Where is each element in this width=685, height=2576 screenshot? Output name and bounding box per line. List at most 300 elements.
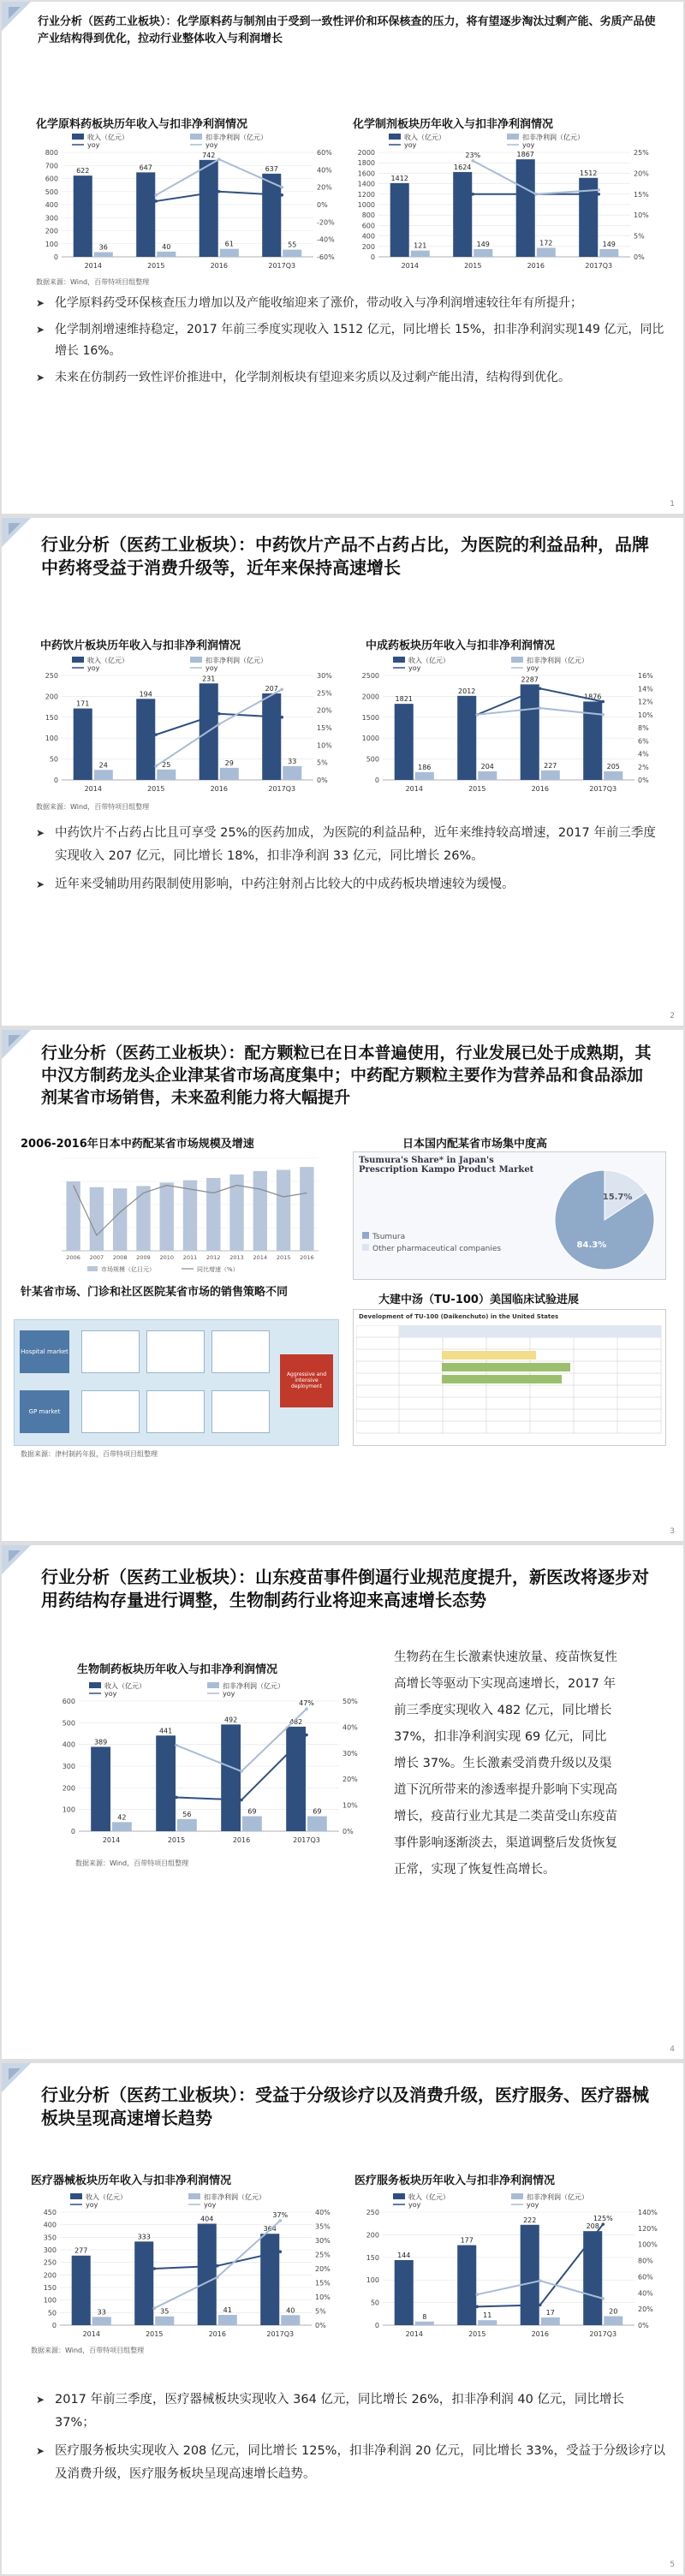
bar-revenue xyxy=(395,704,414,780)
x-tick-label: 2016 xyxy=(208,2330,226,2338)
yoy-point xyxy=(597,193,600,196)
yoy-point xyxy=(154,764,158,768)
yoy-point xyxy=(240,1799,243,1802)
legend-swatch xyxy=(511,2193,523,2199)
legend-label: 收入（亿元） xyxy=(408,2193,450,2201)
y2-tick-label: 14% xyxy=(638,685,653,693)
section-title: 针某省市场、门诊和社区医院某省市场的销售策略不同 xyxy=(21,1286,289,1299)
yoy-point xyxy=(240,1770,243,1773)
y2-tick-label: 5% xyxy=(315,2307,326,2316)
y-tick-label: 50 xyxy=(49,755,58,764)
y-tick-label: 500 xyxy=(62,1719,75,1728)
y-tick-label: 800 xyxy=(45,149,58,157)
y2-tick-label: 35% xyxy=(315,2222,331,2231)
y-tick-label: 500 xyxy=(45,187,58,196)
y-tick-label: 50 xyxy=(370,2299,379,2307)
chart-title: 化学制剂板块历年收入与扣非净利润情况 xyxy=(353,118,554,131)
bar-profit xyxy=(604,2316,622,2325)
yoy-point xyxy=(217,712,221,716)
slide-title: 行业分析（医药工业板块）：化学原料药与制剂由于受到一致性评价和环保核查的压力，将有望逐步淘汰过剩产能、劣质产品使产业结构得到优化，拉动行业整体收入与利润增长 xyxy=(38,15,656,45)
table-header-band xyxy=(399,1325,661,1337)
legend-label: 扣非净利润（亿元） xyxy=(223,1682,284,1690)
legend-label: yoy xyxy=(404,141,417,149)
bullet-item: ➤ 医疗服务板块实现收入 208 亿元，同比增长 125%，扣非净利润 20 亿元，同比增长 33%，受益于分级诊疗以及消费升级，医疗服务板块呈现高速增长趋势。 xyxy=(36,2440,666,2486)
legend-label: 扣非净利润（亿元） xyxy=(204,2193,265,2201)
y2-tick-label: 40% xyxy=(638,2289,653,2298)
flow-result-box: Aggressive and intensive deployment xyxy=(280,1354,333,1407)
x-tick-label: 2007 xyxy=(89,1254,104,1261)
bar-profit xyxy=(604,771,622,780)
legend-label: yoy xyxy=(104,1690,117,1698)
bar-label-profit: 69 xyxy=(313,1807,322,1816)
bar-label-revenue: 207 xyxy=(265,684,278,693)
bar-profit xyxy=(283,766,301,780)
x-tick-label: 2016 xyxy=(300,1254,314,1261)
bar-label-profit: 17 xyxy=(545,2309,555,2317)
x-tick-label: 2015 xyxy=(468,785,486,793)
x-tick-label: 2015 xyxy=(147,785,165,793)
table-highlight xyxy=(442,1363,570,1371)
bullet-item: ➤ 中药饮片不占药占比且可享受 25%的医药加成，为医院的利益品种，近年来维持较高增速，2017 年前三季度实现收入 207 亿元，同比增长 18%，扣非净利润 33 亿元，同比增长 26%。 xyxy=(36,822,666,868)
y-tick-label: 200 xyxy=(62,1784,75,1793)
slide-3 xyxy=(2,1030,683,1541)
y-tick-label: 300 xyxy=(43,2246,57,2254)
data-source: 数据来源：津村制药年报，百带特项目组整理 xyxy=(21,1450,158,1458)
bar-profit xyxy=(283,250,301,257)
y2-tick-label: 50% xyxy=(342,1698,358,1705)
x-tick-label: 2015 xyxy=(276,1254,291,1261)
y2-tick-label: 16% xyxy=(638,672,653,680)
y2-tick-label: 4% xyxy=(638,750,649,759)
bar-profit xyxy=(541,2317,560,2325)
y-tick-label: 100 xyxy=(45,735,58,743)
y2-tick-label: 40% xyxy=(342,1723,358,1732)
legend-label: yoy xyxy=(206,664,218,672)
y-tick-label: 600 xyxy=(361,222,375,230)
legend-swatch xyxy=(389,134,401,140)
bar-label-revenue: 222 xyxy=(523,2216,537,2224)
y2-tick-label: 30% xyxy=(315,2237,331,2245)
y2-tick-label: 20% xyxy=(342,1776,358,1784)
bar-market-size xyxy=(66,1181,80,1251)
yoy-point xyxy=(280,716,283,719)
yoy-point xyxy=(278,2250,282,2253)
bar-revenue xyxy=(74,176,92,257)
bar-profit xyxy=(157,770,176,780)
y-tick-label: 200 xyxy=(366,2231,379,2240)
y-tick-label: 250 xyxy=(366,2209,379,2216)
bar-label-profit: 186 xyxy=(418,763,432,771)
y-tick-label: 200 xyxy=(361,242,375,251)
bar-label-profit: 121 xyxy=(414,241,427,250)
x-tick-label: 2017Q3 xyxy=(589,785,617,793)
y-tick-label: 1600 xyxy=(357,170,375,178)
slide-title: 行业分析（医药工业板块）：配方颗粒已在日本普遍使用，行业发展已处于成熟期，其中汉方制药龙头企业津某省市场高度集中；中药配方颗粒主要作为营养品和食品添加剂某省市场销售，未来盈利能力将大幅提升 xyxy=(41,1044,652,1107)
y-tick-label: 2000 xyxy=(361,693,379,701)
y2-tick-label: 0% xyxy=(634,253,645,261)
pie-label: 15.7% xyxy=(602,1192,633,1202)
y2-tick-label: 15% xyxy=(315,2279,331,2287)
x-tick-label: 2016 xyxy=(232,1836,251,1844)
pie-legend-item xyxy=(362,1231,501,1243)
bar-revenue xyxy=(72,2256,91,2325)
legend-label: yoy xyxy=(527,2201,539,2209)
y-tick-label: 600 xyxy=(45,175,58,183)
yoy-point xyxy=(217,190,221,193)
bar-market-size xyxy=(113,1188,127,1251)
y-tick-label: 100 xyxy=(43,2296,57,2305)
bar-revenue xyxy=(134,2241,153,2325)
y-tick-label: 400 xyxy=(361,232,375,241)
bar-profit xyxy=(307,1817,327,1831)
slide-title: 行业分析（医药工业板块）：山东疫苗事件倒逼行业规范度提升，新医改将逐步对用药结构存量进行调整，生物制药行业将迎来高速增长态势 xyxy=(41,1567,649,1610)
bar-label-profit: 36 xyxy=(98,243,108,252)
yoy-point xyxy=(154,733,158,736)
yoy-point xyxy=(539,687,542,690)
bar-label-profit: 149 xyxy=(602,240,616,248)
slide-5 xyxy=(2,2063,683,2574)
yoy-point xyxy=(597,188,600,192)
page-number: 1 xyxy=(670,500,675,509)
legend-label: yoy xyxy=(522,141,535,149)
yoy-point xyxy=(280,193,283,197)
bar-label-revenue: 208 xyxy=(586,2222,599,2231)
corner-decoration xyxy=(9,523,21,535)
bar-market-size xyxy=(90,1187,104,1251)
y-tick-label: 100 xyxy=(45,240,58,248)
bar-revenue xyxy=(286,1727,306,1831)
x-tick-label: 2016 xyxy=(531,2330,549,2338)
legend-label: 收入（亿元） xyxy=(104,1682,146,1690)
legend-swatch xyxy=(507,134,519,140)
x-tick-label: 2017Q3 xyxy=(589,2330,617,2338)
bar-profit xyxy=(92,2317,111,2325)
y2-tick-label: 10% xyxy=(315,2293,331,2301)
y2-tick-label: 40% xyxy=(315,2209,331,2216)
y-tick-label: 250 xyxy=(45,672,58,680)
legend-label: 扣非净利润（亿元） xyxy=(206,657,267,664)
bar-label-profit: 40 xyxy=(286,2306,295,2315)
bar-label-profit: 11 xyxy=(483,2311,492,2320)
bar-label-revenue: 1821 xyxy=(395,695,413,704)
y-tick-label: 0 xyxy=(374,2322,379,2329)
legend-swatch xyxy=(72,657,84,663)
bar-label-profit: 33 xyxy=(288,757,297,765)
x-tick-label: 2010 xyxy=(159,1254,175,1261)
data-source: 数据来源：Wind，百带特项目组整理 xyxy=(36,803,150,811)
bar-profit xyxy=(155,2317,174,2325)
bar-label-profit: 29 xyxy=(224,759,234,767)
y-tick-label: 800 xyxy=(361,211,375,220)
legend-swatch xyxy=(393,2193,405,2199)
bar-profit xyxy=(220,249,239,257)
x-tick-label: 2016 xyxy=(210,785,228,793)
page-number: 4 xyxy=(670,2045,675,2054)
y2-tick-label: 25% xyxy=(634,149,649,157)
y2-tick-label: 20% xyxy=(315,2265,331,2273)
bar-profit xyxy=(599,249,618,257)
corner-decoration xyxy=(9,1550,21,1562)
y2-tick-label: 10% xyxy=(634,211,649,220)
y-tick-label: 1400 xyxy=(357,180,375,188)
y-tick-label: 200 xyxy=(45,693,58,701)
x-tick-label: 2015 xyxy=(468,2330,486,2338)
corner-decoration xyxy=(9,1035,21,1047)
legend-label: 收入（亿元） xyxy=(408,657,450,664)
bar-label-revenue: 177 xyxy=(460,2236,474,2245)
legend-label: yoy xyxy=(87,141,100,149)
x-tick-label: 2015 xyxy=(147,262,165,270)
y-tick-label: 1800 xyxy=(357,159,375,168)
bar-label-profit: 55 xyxy=(288,241,297,249)
yoy-point xyxy=(216,2264,219,2268)
legend-label: 扣非净利润（亿元） xyxy=(522,134,584,141)
legend-swatch xyxy=(89,1682,101,1688)
y-tick-label: 0 xyxy=(70,1828,75,1835)
y-tick-label: 500 xyxy=(366,755,379,764)
y2-tick-label: 25% xyxy=(317,689,332,698)
yoy-point xyxy=(175,1796,178,1800)
legend-label: 同比增速（%） xyxy=(197,1266,239,1273)
bar-label-revenue: 637 xyxy=(265,164,278,173)
bar-revenue xyxy=(221,1724,241,1831)
bar-label-profit: 204 xyxy=(480,763,494,771)
bullet-list xyxy=(36,293,666,389)
y2-tick-label: 15% xyxy=(634,190,649,199)
bar-label-revenue: 492 xyxy=(223,1716,238,1724)
y-tick-label: 0 xyxy=(51,2322,57,2329)
bar-revenue xyxy=(457,2246,476,2325)
corner-decoration xyxy=(9,2068,21,2080)
bar-profit xyxy=(242,1817,262,1831)
y2-tick-label: 60% xyxy=(638,2273,653,2282)
y2-tick-label: 120% xyxy=(638,2224,658,2233)
legend-label: Other pharmaceutical companies xyxy=(372,1245,502,1253)
bar-profit xyxy=(112,1822,132,1831)
y-tick-label: 300 xyxy=(62,1763,75,1770)
x-tick-label: 2013 xyxy=(229,1254,244,1261)
bar-market-size xyxy=(277,1170,290,1252)
y-tick-label: 0 xyxy=(374,776,379,784)
yoy-point xyxy=(601,2297,605,2300)
x-tick-label: 2017Q3 xyxy=(268,785,296,793)
yoy-point xyxy=(154,193,158,197)
y-tick-label: 200 xyxy=(45,227,58,235)
y2-tick-label: -60% xyxy=(317,253,335,261)
bar-market-size xyxy=(206,1178,220,1251)
x-tick-label: 2012 xyxy=(206,1254,221,1261)
legend-label: 扣非净利润（亿元） xyxy=(206,134,267,141)
bar-label-profit: 25 xyxy=(162,760,171,769)
yoy-point xyxy=(475,2293,479,2296)
y2-tick-label: 30% xyxy=(342,1749,358,1758)
bullet-item: ➤ 未来在仿制药一致性评价推进中，化学制剂板块有望迎来劣质以及过剩产能出清，结构得到优化。 xyxy=(36,367,666,389)
y2-tick-label: 40% xyxy=(317,166,332,175)
chart-title: 中药饮片板块历年收入与扣非净利润情况 xyxy=(40,640,241,652)
x-tick-label: 2014 xyxy=(401,262,419,270)
yoy-point xyxy=(280,687,283,691)
y2-tick-label: 12% xyxy=(638,698,653,706)
bar-label-profit: 69 xyxy=(247,1807,257,1816)
bar-label-profit: 40 xyxy=(162,242,171,251)
chart-medical-devices xyxy=(26,2190,342,2344)
yoy-label: 47% xyxy=(299,1699,314,1708)
legend-swatch xyxy=(190,134,202,140)
yoy-label: 37% xyxy=(272,2210,289,2219)
bar-label-profit: 149 xyxy=(476,240,490,248)
x-tick-label: 2014 xyxy=(253,1254,268,1261)
pie-legend-item xyxy=(362,1243,501,1255)
bar-label-profit: 42 xyxy=(117,1813,127,1822)
chart-title: 医疗器械板块历年收入与扣非净利润情况 xyxy=(31,2174,232,2187)
bar-revenue xyxy=(136,172,155,257)
bar-revenue xyxy=(453,172,472,257)
table-header: Development of TU-100 (Daikenchuto) in the United States xyxy=(359,1313,559,1320)
table-grid xyxy=(356,1325,664,1437)
bar-profit xyxy=(541,770,560,780)
legend-swatch xyxy=(393,657,405,663)
bar-profit xyxy=(157,252,176,257)
data-source: 数据来源：Wind，百带特项目组整理 xyxy=(36,278,150,286)
summary-paragraph: 生物药在生长激素快速放量、疫苗恢复性高增长等驱动下实现高速增长，2017 年前三季度实现收入 482 亿元，同比增长37%，扣非净利润实现 69 亿元，同比增长 37%。生长激素受消费升级以及渠道下沉所带来的渗透率提升影响下实现高增长，疫苗行业尤其是二类苗受山东疫苗事件影响逐渐淡去，渠道调整后发货恢复正常，实现了恢复性高增长。 xyxy=(394,1651,617,1877)
bar-label-revenue: 1512 xyxy=(580,169,598,177)
x-tick-label: 2014 xyxy=(84,785,102,793)
legend-swatch xyxy=(511,657,523,663)
x-tick-label: 2015 xyxy=(464,262,482,270)
y-tick-label: 50 xyxy=(47,2309,57,2317)
bar-profit xyxy=(478,771,497,780)
pie-title: Tsumura's Share* in Japan's Prescription Kampo Product Market xyxy=(359,1156,534,1175)
bar-market-size xyxy=(300,1167,313,1251)
chart-japan-market-size xyxy=(36,1151,344,1280)
bar-revenue xyxy=(395,2260,414,2325)
bar-label-revenue: 389 xyxy=(93,1738,108,1746)
bullet-item: ➤ 化学原料药受环保核查压力增加以及产能收缩迎来了涨价，带动收入与净利润增速较往年有所提升； xyxy=(36,293,666,314)
y2-tick-label: 20% xyxy=(638,2305,653,2314)
y-tick-label: 700 xyxy=(45,162,58,170)
chart-title: 化学原料药板块历年收入与扣非净利润情况 xyxy=(36,118,248,131)
legend-label: 收入（亿元） xyxy=(87,657,128,664)
clinical-trial-table xyxy=(353,1309,666,1446)
y-tick-label: 100 xyxy=(366,2276,379,2285)
x-tick-label: 2017Q3 xyxy=(266,2330,295,2338)
x-tick-label: 2014 xyxy=(405,2330,423,2338)
legend-label: yoy xyxy=(87,664,100,672)
y-tick-label: 0 xyxy=(53,776,58,784)
legend-label: yoy xyxy=(527,664,539,672)
legend-swatch xyxy=(70,2193,82,2199)
y-tick-label: 1500 xyxy=(361,713,379,722)
y2-tick-label: 10% xyxy=(317,741,332,750)
bar-profit xyxy=(94,253,113,257)
bar-market-size xyxy=(136,1186,150,1251)
bar-label-profit: 61 xyxy=(224,240,234,248)
y2-tick-label: -20% xyxy=(317,218,335,227)
pie-label: 84.3% xyxy=(576,1240,607,1251)
bar-revenue xyxy=(521,684,539,780)
y2-tick-label: 140% xyxy=(638,2209,658,2216)
y-tick-label: 1200 xyxy=(357,190,375,199)
yoy-point xyxy=(534,193,538,196)
y2-tick-label: 0% xyxy=(638,2322,649,2329)
bar-revenue xyxy=(200,160,218,257)
legend-label: yoy xyxy=(408,664,421,672)
slide-title: 行业分析（医药工业板块）：中药饮片产品不占药占比，为医院的利益品种，品牌中药将受益于消费升级等，近年来保持高速增长 xyxy=(41,534,649,578)
y2-tick-label: 10% xyxy=(638,711,653,719)
bar-label-revenue: 622 xyxy=(76,167,90,176)
bar-profit xyxy=(411,251,430,257)
legend-swatch xyxy=(362,1244,369,1251)
yoy-point xyxy=(154,199,158,203)
yoy-point xyxy=(539,2279,542,2282)
bar-revenue xyxy=(74,709,92,780)
bar-label-profit: 24 xyxy=(98,761,108,770)
legend-swatch xyxy=(207,1682,219,1688)
legend-swatch xyxy=(362,1232,369,1239)
x-tick-label: 2015 xyxy=(167,1836,186,1844)
bar-label-profit: 33 xyxy=(97,2308,106,2317)
bar-label-revenue: 194 xyxy=(139,690,152,699)
y-tick-label: 600 xyxy=(62,1698,75,1705)
y-tick-label: 2500 xyxy=(361,672,379,680)
chart-biopharma xyxy=(45,1679,370,1850)
y2-tick-label: 0% xyxy=(342,1828,354,1835)
yoy-point xyxy=(475,2305,479,2309)
page-number: 3 xyxy=(670,1527,675,1536)
flow-label-gp: GP market xyxy=(20,1390,69,1433)
x-tick-label: 2017Q3 xyxy=(293,1836,320,1844)
bar-label-revenue: 742 xyxy=(202,151,216,159)
yoy-point xyxy=(278,2219,282,2222)
legend-label: 扣非净利润（亿元） xyxy=(527,2193,588,2201)
flow-box xyxy=(146,1390,205,1433)
y2-tick-label: 0% xyxy=(315,2322,326,2329)
y2-tick-label: 20% xyxy=(317,183,332,192)
x-tick-label: 2016 xyxy=(531,785,549,793)
bar-profit xyxy=(474,249,492,257)
bar-label-revenue: 482 xyxy=(289,1717,303,1726)
chart-tcm-pieces xyxy=(27,653,344,799)
page-number: 2 xyxy=(670,1012,675,1020)
bar-label-profit: 41 xyxy=(223,2305,232,2314)
y-tick-label: 150 xyxy=(366,2253,379,2262)
chart-chemical-preparations xyxy=(344,130,661,276)
y-tick-label: 400 xyxy=(62,1740,75,1749)
legend-label: yoy xyxy=(408,2201,421,2209)
x-tick-label: 2014 xyxy=(84,262,102,270)
flow-box xyxy=(146,1330,205,1373)
bar-label-revenue: 364 xyxy=(263,2225,277,2234)
yoy-point xyxy=(175,1744,178,1747)
bar-market-size xyxy=(160,1182,174,1251)
bar-profit xyxy=(281,2315,300,2325)
x-tick-label: 2011 xyxy=(182,1254,198,1261)
yoy-point xyxy=(305,1707,308,1710)
bar-label-revenue: 404 xyxy=(200,2215,214,2223)
y2-tick-label: 2% xyxy=(638,763,649,771)
bar-label-revenue: 1412 xyxy=(390,174,408,182)
y-tick-label: 1000 xyxy=(361,735,379,743)
legend-label: yoy xyxy=(206,141,218,149)
yoy-point xyxy=(152,2306,156,2310)
y-tick-label: 400 xyxy=(45,201,58,209)
section-title: 2006-2016年日本中药配某省市场规模及增速 xyxy=(21,1138,254,1151)
data-source: 数据来源：Wind，百带特项目组整理 xyxy=(75,1859,189,1867)
y-tick-label: 250 xyxy=(43,2258,57,2267)
yoy-point xyxy=(217,723,221,726)
chart-title: 医疗服务板块历年收入与扣非净利润情况 xyxy=(354,2174,556,2187)
legend-swatch xyxy=(87,1266,98,1271)
